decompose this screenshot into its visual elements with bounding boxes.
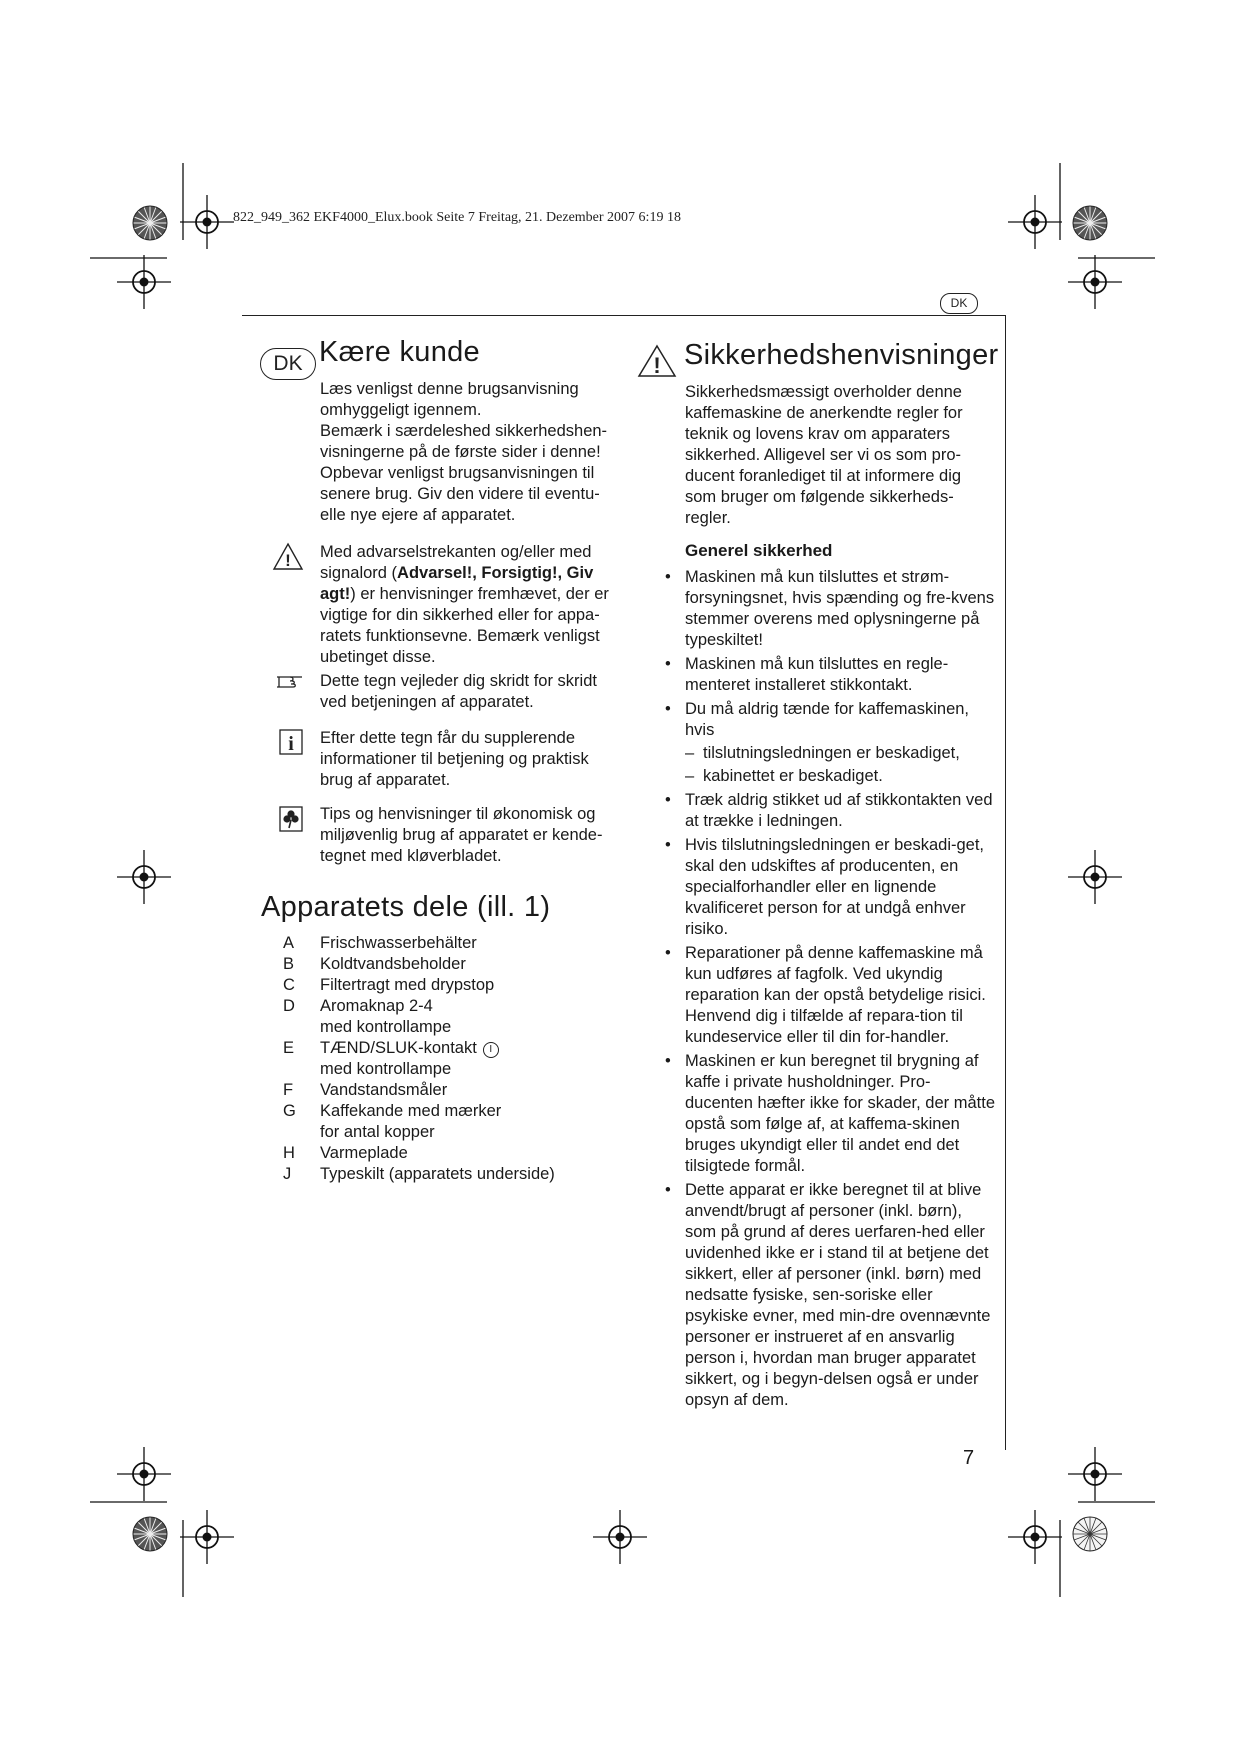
info-icon <box>279 729 303 755</box>
registration-mark-icon <box>117 1447 171 1501</box>
file-header: 822_949_362 EKF4000_Elux.book Seite 7 Freitag, 21. Dezember 2007 6:19 18 <box>233 210 681 225</box>
part-item: B Koldtvandsbeholder <box>283 955 466 973</box>
power-icon: I <box>483 1042 499 1058</box>
color-wheel-icon <box>1073 206 1107 240</box>
pointing-hand-icon <box>276 672 304 690</box>
language-tab: DK <box>940 293 978 314</box>
safety-subtitle: Generel sikkerhed <box>685 541 833 560</box>
list-item: • Maskinen er kun beregnet til brygning af kaffe i private husholdninger. Pro-ducenten hæfter ikke for skader, der måtte opstå som følge af, at kaffema-skinen bruges ukyndigt eller til andet end det tilsigtede formål. <box>685 1051 995 1177</box>
list-item: • Hvis tilslutningsledningen er beskadi-get, skal den udskiftes af producenten, en specialforhandler eller en lignende kvalificeret person for at undgå enhver risiko. <box>685 835 995 940</box>
part-item: H Varmeplade <box>283 1144 408 1162</box>
color-wheel-icon <box>1073 1517 1107 1551</box>
list-item: • Maskinen må kun tilsluttes et strøm-forsyningsnet, hvis spænding og fre-kvens stemmer overens med oplysningerne på typeskiltet! <box>685 567 995 651</box>
registration-mark-icon <box>1068 850 1122 904</box>
part-item: C Filtertragt med drypstop <box>283 976 495 994</box>
registration-mark-icon <box>1008 195 1062 249</box>
signal-words: Advarsel!, Forsigtig!, Giv agt! <box>320 564 594 603</box>
intro-body <box>320 379 620 526</box>
registration-mark-icon <box>117 850 171 904</box>
registration-mark-icon <box>180 195 234 249</box>
svg-text:i: i <box>288 733 294 755</box>
registration-mark-icon <box>593 1510 647 1564</box>
warning-note: Med advarselstrekanten og/eller med signalord (Advarsel!, Forsigtig!, Giv agt!) er henvisninger fremhævet, der er vigtige for din sikkerhed eller for appa-ratets funktionsevne. Bemærk venligst ubetinget disse. <box>320 543 609 666</box>
language-badge: DK <box>260 348 316 380</box>
safety-intro: Sikkerhedsmæssigt overholder denne kaffemaskine de anerkendte regler for teknik og lovens krav om apparaters sikkerhed. Alligevel ser vi os som pro-ducent foranlediget til at informere dig som bruger om følgende sikkerheds-regler. <box>685 383 963 527</box>
clover-note: Tips og henvisninger til økonomisk og miljøvenlig brug af apparatet er kende-tegnet med kløverbladet. <box>320 805 603 865</box>
registration-mark-icon <box>1068 255 1122 309</box>
sub-list-item: – tilslutningsledningen er beskadiget, <box>685 743 995 764</box>
parts-title: Apparatets dele (ill. 1) <box>261 891 551 923</box>
list-item: • Maskinen må kun tilsluttes en regle-menteret installeret stikkontakt. <box>685 654 995 696</box>
parts-list <box>283 933 603 1185</box>
part-item: A Frischwasserbehälter <box>283 934 477 952</box>
part-item: D Aromaknap 2-4 med kontrollampe <box>283 997 452 1036</box>
registration-mark-icon <box>1068 1447 1122 1501</box>
page-number: 7 <box>963 1447 975 1469</box>
hand-note: Dette tegn vejleder dig skridt for skridt ved betjeningen af apparatet. <box>320 672 597 711</box>
color-wheel-icon <box>133 1517 167 1551</box>
svg-text:!: ! <box>653 353 661 378</box>
info-note: Efter dette tegn får du supplerende informationer til betjening og praktisk brug af apparatet. <box>320 729 589 789</box>
sub-list-item: – kabinettet er beskadiget. <box>685 766 995 787</box>
warning-triangle-icon <box>637 344 677 378</box>
list-item: • Dette apparat er ikke beregnet til at blive anvendt/brugt af personer (inkl. børn), som på grund af deres uerfaren-hed eller uvidenhed ikke er i stand til at betjene det sikkert, eller af personer (inkl. børn) med nedsatte fysiske, sen-soriske eller psykiske evner, med min-dre ovennævnte personer er instrueret af en ansvarlig person i, hvordan man bruger apparatet sikkert, og i begyn-delsen også er under opsyn af dem. <box>685 1180 995 1411</box>
intro-paragraph: Bemærk i særdeleshed sikkerhedshen-visningerne på de første sider i denne! Opbevar venligst brugsanvisningen til senere brug. Giv den videre til eventu-elle nye ejere af apparatet. <box>320 422 608 524</box>
color-wheel-icon <box>133 206 167 240</box>
registration-mark-icon <box>180 1510 234 1564</box>
right-rule <box>1005 315 1006 1450</box>
safety-title: Sikkerhedshenvisninger <box>684 339 999 371</box>
part-item: J Typeskilt (apparatets underside) <box>283 1165 555 1183</box>
svg-text:!: ! <box>285 551 291 570</box>
list-item: • Du må aldrig tænde for kaffemaskinen, hvis – tilslutningsledningen er beskadiget, – kabinettet er beskadiget. <box>685 699 995 787</box>
intro-paragraph: Læs venligst denne brugsanvisning omhyggeligt igennem. <box>320 380 579 419</box>
safety-list <box>685 567 995 1414</box>
part-item: G Kaffekande med mærker for antal kopper <box>283 1102 502 1141</box>
warning-triangle-icon <box>272 542 304 571</box>
part-item: F Vandstandsmåler <box>283 1081 448 1099</box>
list-item: • Reparationer på denne kaffemaskine må kun udføres af fagfolk. Ved ukyndig reparation kan der opstå betydelige risici. Henvend dig i tilfælde af repara-tion til kundeservice eller til din for-handler. <box>685 943 995 1048</box>
list-item: • Træk aldrig stikket ud af stikkontakten ved at trække i ledningen. <box>685 790 995 832</box>
clover-icon <box>279 806 303 832</box>
part-item: E TÆND/SLUK-kontakt I med kontrollampe <box>283 1038 603 1080</box>
registration-mark-icon <box>117 255 171 309</box>
registration-mark-icon <box>1008 1510 1062 1564</box>
top-rule <box>242 315 1006 316</box>
intro-title: Kære kunde <box>319 336 480 368</box>
